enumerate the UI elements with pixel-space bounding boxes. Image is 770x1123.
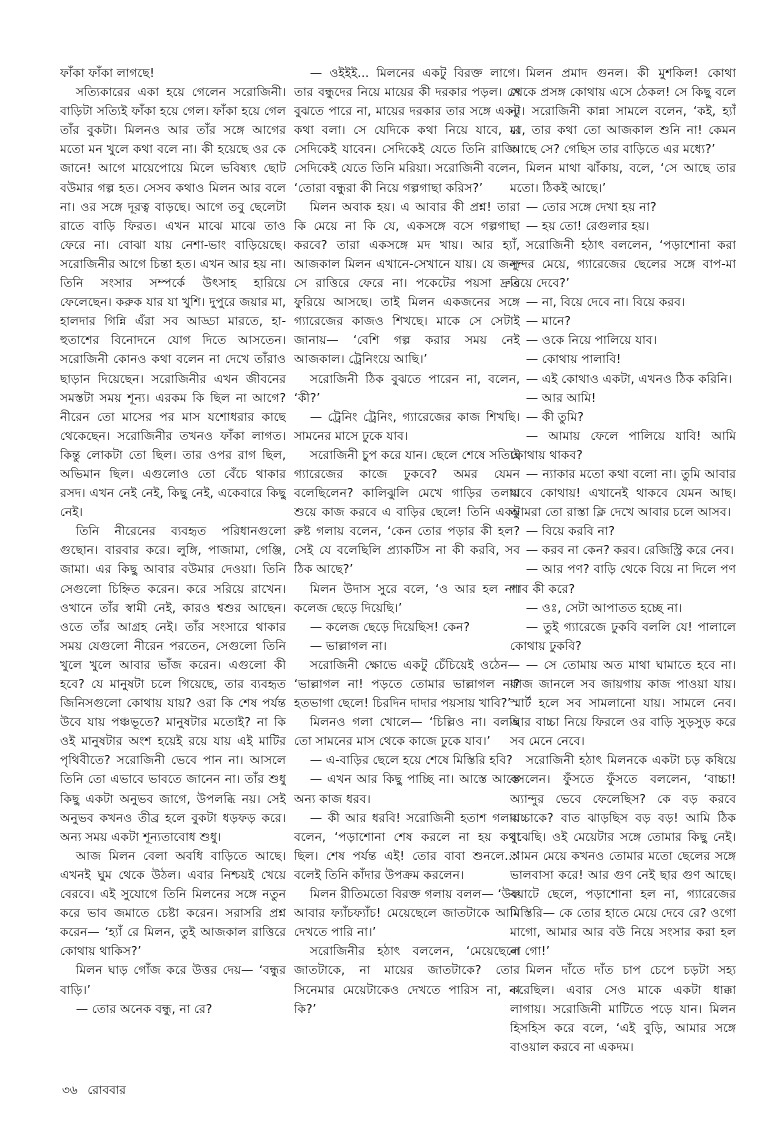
paragraph: — এখন আর কিছু পাচ্ছি না। আস্তে আস্তে অন্য কাজ ধরব।	[294, 772, 520, 806]
paragraph: ফাঁকা ফাঁকা লাগছে!	[60, 66, 155, 80]
paragraph: — কোথায় পালাবি!	[525, 352, 621, 367]
paragraph: — আর পণ? বাড়ি থেকে বিয়ে না দিলে পণ পাব কী করে?	[510, 562, 736, 596]
paragraph: — ট্রেনিং ট্রেনিং, গ্যারেজের কাজ শিখছি। সামনের মাসে ঢুকে যাব।	[294, 409, 520, 443]
paragraph: মিলন উদাস সুরে বলে, ‘ও আর হল না। কলেজ ছেড়ে দিয়েছি।’	[294, 581, 520, 615]
paragraph: মিলন মাথা ঝাঁকায়, বলে, ‘সে আছে তার মতো। ঠিকই আছে।’	[510, 161, 736, 195]
page-footer	[62, 1082, 132, 1102]
paragraph: আজ মিলন বেলা অবধি বাড়িতে আছে। এখনই ঘুম থেকে উঠল। এবার নিশ্চয়ই খেয়ে বেরবে। এই সুযোগে তিনি মিলনের সঙ্গে নতুন করে ভাব জমাতে চেষ্টা করেন। সরাসরি প্রশ্ন করেন— ‘হ্যাঁ রে মিলন, তুই আজকাল রাত্তিরে কোথায় থাকিস?’	[60, 848, 286, 959]
paragraph: সরোজিনী ঠিক বুঝতে পারেন না, বলেন, ‘কী?’	[294, 371, 520, 405]
paragraph: — আর আমি!	[525, 390, 597, 405]
paragraph: সরোজিনী হঠাৎ মিলনকে একটা চড় কষিয়ে বসলেন। ফুঁসতে ফুঁসতে বললেন, ‘বাচ্চা! অ্যান্দুর ভেবে ফেলেছিস? কে বড় করবে বাচ্চাকে? বাত ঝাড়ছিস বড় বড়! আমি ঠিক বুঝেছি। ওই মেয়েটার সঙ্গে তোমার কিছু নেই। আমন মেয়ে কখনও তোমার মতো ছেলের সঙ্গে ভালবাসা করে! আর গুণ নেই ছার গুণ আছে। বয়াটে ছেলে, পড়াশোনা হল না, গ্যারেজের মিস্তিরি— কে তোর হাতে মেয়ে দেবে রে? ওগো মাগো, আমার আর বউ নিয়ে সংসার করা হল না গো!’	[510, 753, 736, 959]
paragraph: — তোর সঙ্গে দেখা হয় না?	[525, 199, 657, 214]
paragraph: — না, বিয়ে দেবে না। বিয়ে করব।	[525, 295, 686, 310]
paragraph: — এই কোথাও একটা, এখনও ঠিক করিনি।	[525, 371, 733, 386]
text-column-3	[510, 64, 736, 1074]
paragraph: মিলন প্রমাদ গুনল। কী মুশকিল! কোথা থেকে প্রসঙ্গ কোথায় এসে ঠেকল! সে কিছু বলে না। সরোজিনী কান্না সামলে বলেন, ‘কই, হ্যাঁ রে, তার কথা তো আজকাল শুনি না! কেমন আছে সে? গেছিস তার বাড়িতে এর মধ্যে?’	[510, 66, 736, 157]
text-column-2	[294, 64, 520, 1074]
paragraph: মিলনও গলা খোলে— ‘চিল্লিও না। বলছি তো সামনের মাস থেকে কাজে ঢুকে যাব।’	[294, 715, 520, 749]
paragraph: — আমায় ফেলে পালিয়ে যাবি! আমি কোথায় থাকব?	[510, 428, 736, 462]
magazine-name: রোববার	[87, 1083, 126, 1097]
paragraph: — কলেজ ছেড়ে দিয়েছিস! কেন?	[309, 619, 470, 634]
paragraph: সরোজিনী ক্ষোভে একটু চেঁচিয়েই ওঠেন— ‘ভাল্লাগল না! পড়তে তোমার ভাল্লাগল না? হতভাগা ছেলে! চিরদিন দাদার পয়সায় খাবি?’	[294, 657, 520, 711]
paragraph: — হয় তো! রেগুলার হয়।	[525, 218, 650, 233]
paragraph: সরোজিনী চুপ করে যান। ছেলে শেষে সত্যিই গ্যারেজের কাজে ঢুকবে? অমর যেমন বলেছিলেন? কালিঝুলি মেখে গাড়ির তলায় শুয়ে কাজ করবে এ বাড়ির ছেলে! তিনি একটু রুষ্ট গলায় বলেন, ‘কেন তোর পড়ার কী হল? সেই যে বলেছিলি প্র্যাকটিস না কী করবি, সব ঠিক আছে?’	[294, 447, 520, 577]
paragraph: — ন্যাকার মতো কথা বলো না। তুমি আবার যাবে কোথায়! এখানেই থাকবে যেমন আছ। আমরা তো রাস্তা ক্লি দেখে আবার চলে আসব।	[510, 466, 736, 520]
text-column-1	[60, 64, 286, 1074]
paragraph: — এ-বাড়ির ছেলে হয়ে শেষে মিস্তিরি হবি?	[309, 753, 513, 768]
paragraph: — তোর অনেক বন্ধু, না রে?	[75, 1001, 213, 1016]
paragraph: — কী আর ধরবি! সরোজিনী হতাশ গলায় বলেন, ‘পড়াশোনা শেষ করলে না হয় কথা ছিল। শেষ পর্যন্ত এই! তোর বাবা শুনলে...’ বলেই তিনি কাঁদার উপক্রম করলেন।	[294, 810, 520, 882]
paragraph: — ওইইই... মিলনের একটু বিরক্ত লাগে। তার বন্ধুদের নিয়ে মায়ের কী দরকার পড়ল। সে বুঝতে পারে না, মায়ের দরকার তার সঙ্গে একটু কথা বলা। সে যেদিকে কথা নিয়ে যাবে, মা সেদিকেই যাবেন। সেদিকেই যেতে তিনি রাজি। সেদিকেই যেতে তিনি মরিয়া। সরোজিনী বলেন, ‘তোরা বন্ধুরা কী নিয়ে গল্পগাছা করিস?’	[294, 66, 520, 195]
paragraph: সত্যিকারের একা হয়ে গেলেন সরোজিনী। বাড়িটা সত্যিই ফাঁকা হয়ে গেল। ফাঁকা হয়ে গেল তাঁর বুকটা। মিলনও আর তাঁর সঙ্গে আগের মতো মন খুলে কথা বলে না। কী হয়েছে ওর কে জানে! আগে মায়েপোয়ে মিলে ভবিষ্যৎ ছোট বউমার গল্প হত। সেসব কথাও মিলন আর বলে না। ওর সঙ্গে দূরত্ব বাড়ছে। আগে তবু ছেলেটা রাতে বাড়ি ফিরত। এখন মাঝে মাঝে তাও ফেরে না। বোঝা যায় নেশা-ভাং বাড়িয়েছে। সরোজিনীর আগে চিন্তা হত। এখন আর হয় না। তিনি সংসার সম্পর্কে উৎসাহ হারিয়ে ফেলেছেন। করুক যার যা খুশি। দুপুরে জয়ার মা, হালদার গিন্নি এঁরা সব আড্ডা মারতে, হা-হুতাশের বিনোদনে যোগ দিতে আসতেন। সরোজিনী কোনও কথা বলেন না দেখে তাঁরাও ছাড়ান দিয়েছেন। সরোজিনীর এখন জীবনের সমস্তটা সময় শূন্য। এরকম কি ছিল না আগে? নীরেন তো মাসের পর মাস যশোধরার কাছে থেকেছেন। সরোজিনীর তখনও ফাঁকা লাগত। কিন্তু লোকটা তো ছিল। তার ওপর রাগ ছিল, অভিমান ছিল। এগুলোও তো বেঁচে থাকার রসদ। এখন নেই নেই, কিছু নেই, একেবারে কিছু নেই।	[60, 85, 286, 520]
paragraph: মিলন ঘাড় গোঁজ করে উত্তর দেয়— ‘বন্ধুর বাড়ি।’	[60, 963, 286, 997]
paragraph: — ওকে নিয়ে পালিয়ে যাব।	[525, 333, 657, 348]
paragraph: — তুই গ্যারেজে ঢুকবি বললি যে! পালালে কোথায় ঢুকবি?	[510, 619, 736, 653]
paragraph: — বিয়ে করবি না?	[525, 524, 615, 539]
paragraph: সরোজিনীর হঠাৎ বললেন, ‘মেয়েছেলে জাতটাকে, না মায়ের জাতটাকে? তোর সিনেমার মেয়েটাকেও দেখতে পারিস না, না কি?’	[294, 944, 520, 1016]
paragraph: মিলন রীতিমতো বিরক্ত গলায় বলল— ‘উফ আবার ফ্যাঁচফ্যাঁচ! মেয়েছেলে জাতটাকে আমি দেখতে পারি না।’	[294, 887, 520, 940]
paragraph: — সে তোমায় অত মাথা ঘামাতে হবে না। কাজ জানলে সব জায়গায় কাজ পাওয়া যায়। স্মার্ট হলে সব সামলানো যায়। সামলে নেব। আর বাচ্চা নিয়ে ফিরলে ওর বাড়ি সুড়সুড় করে সব মেনে নেবে।	[510, 657, 736, 749]
paragraph: সরোজিনী হঠাৎ বললেন, ‘পড়াশোনা করা সুন্দর মেয়ে, গ্যারেজের ছেলের সঙ্গে বাপ-মা বিয়ে দেবে?’	[510, 237, 736, 291]
paragraph: তিনি নীরেনের ব্যবহৃত পরিধানগুলো গুছোন। বারবার করে। লুঙ্গি, পাজামা, গেঞ্জি, জামা। এর কিছু আবার বউমার দেওয়া। তিনি সেগুলো চিহ্নিত করেন। করে সরিয়ে রাখেন। ওখানে তাঁর স্বামী নেই, কারও শ্বশুর আছেন। ওতে তাঁর আগ্রহ নেই। তাঁর সংসারে থাকার সময় যেগুলো নীরেন পরতেন, সেগুলো তিনি খুলে খুলে আবার ভাঁজ করেন। এগুলো কী হবে? যে মানুষটা চলে গিয়েছে, তার ব্যবহৃত জিনিসগুলো কোথায় যায়? ওরা কি শেষ পর্যন্ত উবে যায় পঞ্চভূতে? মানুষটার মতোই? না কি ওই মানুষটার অংশ হয়েই রয়ে যায় এই মাটির পৃথিবীতে? সরোজিনী ভেবে পান না। আসলে তিনি তো এভাবে ভাবতে জানেন না। তাঁর শুধু কিছু একটা অনুভব জাগে, উপলব্ধি নয়। সেই অনুভব কখনও তীব্র হলে বুকটা ধড়ফড় করে। অন্য সময় একটা শূন্যতাবোধ শুধু।	[60, 524, 286, 844]
paragraph: — ওঃ, সেটা আপাতত হচ্ছে না।	[525, 600, 683, 615]
page-number: ৩৬	[62, 1083, 78, 1097]
paragraph: — করব না কেন? করব। রেজিস্ট্রি করে নেব।	[525, 543, 734, 558]
paragraph: — ভাল্লাগল না।	[309, 638, 387, 653]
paragraph: মিলন অবাক হয়। এ আবার কী প্রশ্ন! তারা কি মেয়ে না কি যে, একসঙ্গে বসে গল্পগাছা করবে? তারা একসঙ্গে মদ খায়। আর হ্যাঁ, আজকাল মিলন এখানে-সেখানে যায়। যে জন্য সে রাত্তিরে ফেরে না। পকেটের পয়সা দ্রুত ফুরিয়ে আসছে। তাই মিলন একজনের সঙ্গে গ্যারেজের কাজও শিখছে। মাকে সে সেটাই জানায়— ‘বেশি গল্প করার সময় নেই আজকাল। ট্রেনিংয়ে আছি।’	[294, 199, 520, 367]
paragraph: মিলন দাঁতে দাঁত চাপ চেপে চড়টা সহ্য করেছিল। এবার সেও মাকে একটা ধাক্কা লাগায়। সরোজিনী মাটিতে পড়ে যান। মিলন হিসহিস করে বলে, ‘এই বুড়ি, আমার সঙ্গে বাওয়াল করবে না একদম।	[510, 963, 736, 1054]
paragraph: — কী তুমি?	[525, 409, 584, 424]
paragraph: — মানে?	[525, 314, 571, 329]
